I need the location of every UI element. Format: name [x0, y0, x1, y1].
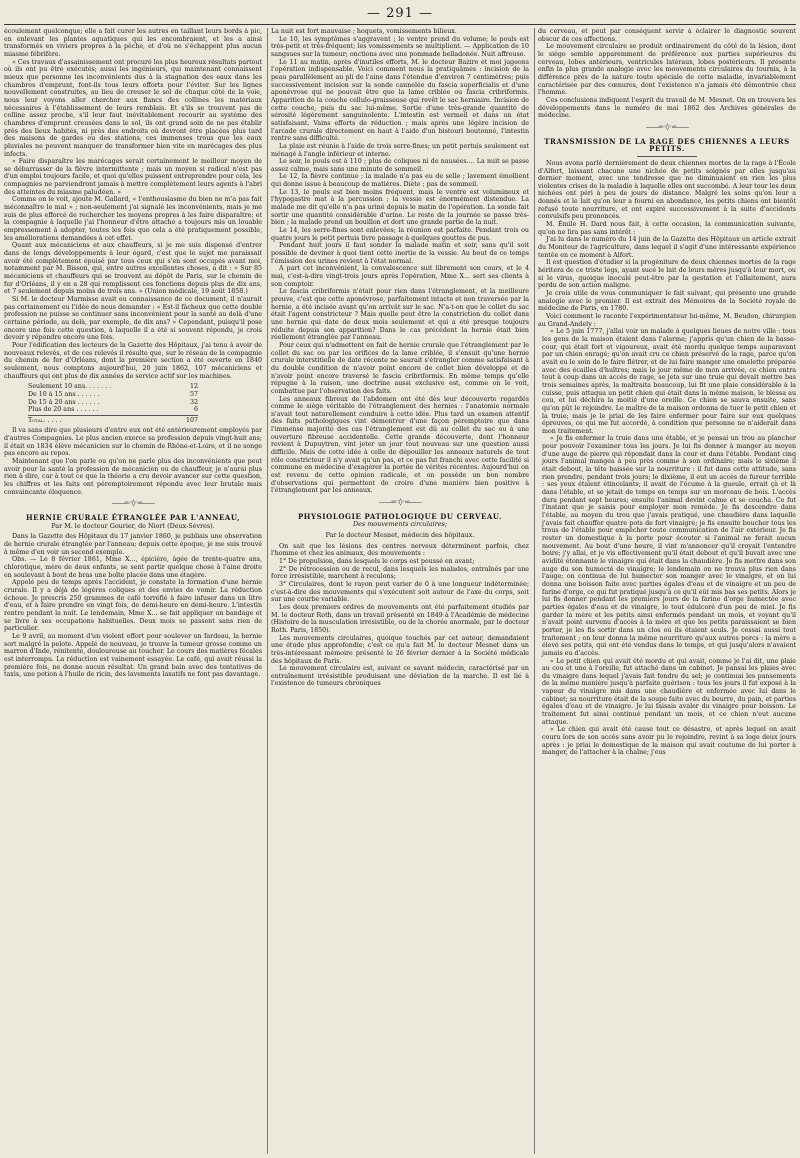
table-row: [28, 406, 198, 414]
paragraph: Pour ceux qui n'admettent en fait de hernie crurale que l'étranglement par le collet du sac ou par les orifices de la lame criblée, il s'ensuit qu'une hernie crurale interstitielle de date récente ne saurait s'étrangler comme satisfaisant à du double condition de n'avoir point encore de collet bien développé et de n'avoir point encore traversé le fascia cribriformis. En même temps qu'elle répugne à la raison, une doctrine aussi exclusive est, comme on le voit, combattue par l'observation des faits.: [271, 341, 529, 395]
quoted-paragraph: « Le petit chien qui avait été mordu et qui avait, comme je l'ai dit, une plaie au cou et une à l'oreille, fut attaché dans un cabinet. Je pansai les plaies avec du vinaigre dans lequel j'avais fait fondre du sel; je continuai les pansements de la même manière jusqu'à parfaite guérison : tous les jours il fut exposé à la vapeur du vinaigre mis dans une chaudière et enfermée avec lui dans le cabinet; sa nourriture était de la soupe faite avec du beurre, du pain, et parties égales d'eau et de vinaigre. Je lui faisais avaler du vinaigre pour boisson. Le traitement fut ainsi continué pendant un mois, et ce chien n'eut aucune attaque.: [542, 657, 796, 726]
paragraph: Le 12, la fièvre continue ; la malade n'a pas eu de selle ; lavement émollient qui donne issue à beaucoup de matières. Diète ; pas de sommeil.: [271, 173, 529, 189]
paragraph: Nous avons parlé dernièrement de deux chiennes mortes de la rage à l'École d'Alfort, laissant chacune une nichée de petits soignés par elles jusqu'au dernier moment, avec une tendresse que ne diminuaient en rien les plus violentes crises de la maladie à laquelle elles ont succombé. A leur tour les deux nichées ont péri à peu de jours de distance. Malgré les soins qu'on leur a donnés et le lait qu'on leur a fourni en abondance, les petits chiens ont bientôt refusé toute nourriture, et ont expiré successivement à la suite d'accidents convulsifs peu prononcés.: [538, 159, 796, 221]
quoted-paragraph: « Le 5 juin 1777, j'allai voir un malade à quelques lieues de notre ville : tous les gens de la maison étaient dans l'alarme; j'appris qu'un chien de la basse-cour, qui était fort et vigoureux, avait été mordu quelque temps auparavant par un chien enragé; qu'on avait cru ce chien préservé de la rage, parce qu'on avait eu le soin de le faire flétrer, et de lui faire manger une omelette préparée avec des écailles d'huîtres; mais le jour même de mon arrivée, ce chien entra tout à coup dans un accès de rage, se jeta sur une truie qui devait mettre bas trois semaines après, la maltraita beaucoup, lui fit une plaie considérable à la cuisse, puis attaqua un petit chien qui était dans la même maison, le blessa au cou, et lui déchira la moitié d'une oreille. Ce chien se sauva ensuite, sans qu'on pût le rejoindre. Le maître de la maison ordonna de tuer le petit chien et la truie; mais je le priai de les faire enfermer pour faire sur eux quelques épreuves, ce qui me fut accordé, à condition que personne ne n'aiderait dans mon traitement.: [542, 328, 796, 435]
paragraph: 3° Circulaires, dont le rayon peut varier de 0 à une longueur indéterminée; c'est-à-dire des mouvements qui s'exécutent soit autour de l'axe du corps, soit sur une courbe variable.: [271, 580, 529, 604]
row-value: 6: [193, 406, 198, 414]
paragraph: Voici comment le raconte l'expérimentateur lui-même, M. Beudon, chirurgien au Grand-Andely :: [538, 312, 796, 328]
paragraph: M. Émile H. Dard nous fait, à cette occasion, la communication suivante, qu'on ne lira pas sans intérêt :: [538, 221, 796, 236]
paragraph: « Faire disparaître les marécages serait certainement le meilleur moyen de se débarrasser de la fièvre intermittente ; mais un moyen si radical n'est pas d'un emploi toujours facile, et quoi qu'elles puissent entreprendre pour cela, les compagnies ne parviendront jamais à mettre complètement leurs agents à l'abri des atteintes du miasme paludéen. »: [4, 158, 262, 196]
paragraph: Pour l'édification des lecteurs de la Gazette des Hôpitaux, j'ai tenu à avoir de nouveaux relevés, et de ces relevés il résulte que, sur le réseau de la compagnie du chemin de fer d'Orléans, dont la première section a été ouverte en 1840 seulement, nous comptons aujourd'hui, 20 juin 1862, 107 mécaniciens et chauffeurs qui ont plus de dix années de service actif sur les machines.: [4, 341, 262, 380]
paragraph: J'ai lu dans le numéro du 14 juin de la Gazette des Hôpitaux un article extrait du Moniteur de l'agriculture, dans lequel il s'agit d'une intéressante expérience tentée en ce moment à Alfort.: [538, 236, 796, 259]
top-rule: [4, 24, 796, 25]
paragraph: La nuit est fort mauvaise ; hoquets, vomissements bilieux.: [271, 28, 457, 35]
row-label: De 15 à 20 ans . . . . . .: [28, 398, 100, 406]
table-row: [28, 383, 198, 391]
column-2: [271, 28, 529, 1154]
paragraph: Appelé peu de temps après l'accident, je constate la formation d'une hernie crurale. Il y a déjà de légères coliques et des envies de vomir. La réduction échoue. Je prescris 250 grammes de café torréfié à faire infuser dans un litre d'eau, et à faire prendre en vingt fois, de demi-heure en demi-heure. L'intestin rentre pendant la nuit. Le lendemain, Mme X... se fait appliquer un bandage et se livre à ses occupations habituelles. Deux mois se passent sans rien de particulier.: [4, 579, 262, 633]
paragraph: 1° De propulsion, dans lesquels le corps est poussé en avant;: [279, 557, 475, 565]
paragraph: Il est question d'étudier si la progéniture de deux chiennes mortes de la rage héritera de ce triste legs, ayant sucé le lait de leurs mères jusqu'à leur mort, ou si le virus, quoique inoculé peut-être par la gestation et l'allaitement, aura perdu de son action maligne.: [538, 259, 796, 290]
row-label: De 10 à 15 ans . . . . . .: [28, 390, 100, 398]
paragraph: écoulement quelconque; elle a fait curer les autres en taillant leurs bords à pic, en enlevant les plantes aquatiques qui les encombraient, et les a ainsi transformés en viviers propres à la pêche, et d'où ne s'échappent plus aucun miasme fébrifère.: [4, 28, 262, 58]
table-row: [28, 399, 198, 407]
article-heading: PHYSIOLOGIE PATHOLOGIQUE DU CERVEAU.: [297, 511, 503, 521]
paragraph: Le 9 avril, au moment d'un violent effort pour soulever un fardeau, la hernie sort malgré la pelote. Appelé de nouveau, je trouve la tumeur grosse comme un marron d'Inde, rénitente, douloureuse au toucher. Le cours des matières fécales est interrompu. La réduction est vainement essayée. Le café, qui avait réussi la première fois, ne donne aucun résultat. Un grand bain avec des tentatives de taxis, une potion à l'huile de ricin, des lavements laxatifs ne font pas davantage.: [4, 632, 262, 679]
paragraph: Quant aux mécaniciens et aux chauffeurs, si je me suis dispensé d'entrer dans de longs développements à leur égard, c'est que le sujet me paraissait avoir été complètement épuisé par tous ceux qui s'en sont occupés avant moi, notamment par M. Bisson, qui, entre autres excellentes choses, a dit : « Sur 85 mécaniciens et chauffeurs qui se trouvent au dépôt de Paris, sur le chemin de fer d'Orléans, il y en a 28 qui remplissent ces fonctions depuis plus de dix ans, et 7 seulement depuis moins de trois ans. » (Union médicale, 19 août 1858.): [4, 242, 262, 296]
row-value: 32: [189, 398, 198, 406]
section-ornament: ——∞◦◊◦∞——: [111, 499, 155, 508]
paragraph: Je crois utile de vous communiquer le fait suivant, qui présente une grande analogie avec le premier. Il est extrait des Mémoires de la Société royale de médecine de Paris, en 1780.: [538, 290, 796, 313]
paragraph: Maintenant que l'on parle ou qu'on ne parle plus des inconvénients que peut avoir pour la santé la profession de mécanicien ou de chauffeur, je n'aurai plus rien à dire, car à tout ce que la théorie a cru devoir avancer sur cette question, les chiffres et les faits ont péremptoirement répondu avec leur brutale mais convaincante éloquence.: [4, 458, 262, 496]
paragraph: Il va sans dire que plusieurs d'entre eux ont été antérieurement employés par d'autres Compagnies. Le plus ancien exerce sa profession depuis vingt-huit ans; il était en 1834 élève mécanicien sur le chemin de Rhône-et-Loire, et il ne songe pas encore au repos.: [4, 427, 262, 458]
row-value: 12: [189, 383, 198, 391]
row-value: 57: [189, 390, 198, 398]
paragraph: « Ces travaux d'assainissement ont procuré les plus heureux résultats partout où ils ont pu être exécutés; aussi les ingénieurs, qui maintenant connaissent mieux que personne les inconvénients dus à la stagnation des eaux dans les chambres d'emprunt, font-ils tous leurs efforts pour l'éviter. Sur les lignes nouvellement construites, au lieu de creuser le sol de chaque côté de la voie, nous leur voyons aller chercher aux flancs des collines les matériaux nécessaires à l'établissement de leurs remblais. Et s'ils se trouvent pas de colline assez proche, s'il leur faut inévitablement recourir au système des chambres d'emprunt creusées dans le sol, ils ont grand soin de ne pas établir près des lieux habités, ni près des endroits où devront être placées plus tard des maisons de gardes ou des stations, ces immenses trous que les eaux pluviales ne peuvent manquer de transformer bien vite en marécages des plus infects.: [4, 58, 262, 158]
section-ornament: ——∞◦◊◦∞——: [645, 122, 689, 131]
page-number: — 291 —: [366, 6, 434, 21]
paragraph: du cerveau, et peut par conséquent servir à éclairer le diagnostic souvent obscur de ces affections.: [538, 28, 796, 43]
paragraph: Obs. — Le 8 février 1861, Mme X..., épicière, âgée de trente-quatre ans, chlorotique, mère de deux enfants, se sent partir quelque chose à l'aine droite en soulevant à bout de bras une boîte placée dans une étagère.: [4, 556, 262, 579]
table-total-row: [28, 415, 198, 425]
paragraph: Le mouvement circulaire se produit ordinairement du côté de la lésion, dont le siége semble apparemment de préférence aux parties supérieures du cerveau, lobes antérieurs, ventricules latéraux, lobes postérieurs. Il présente enfin la plus grande analogie avec les mouvements circulaires du tournis, à la différence près de la nature toute spéciale de cette maladie, invariablement caractérisée par des cœnures, dont l'existence n'a jamais été démontrée chez l'homme.: [538, 43, 796, 97]
quoted-paragraph: « Le chien qui avait été cause tout ce désastre, et après lequel on avait couru lors de son accès sans avoir pu le rejoindre, revint à sa loge deux jours après : je priai le domestique de la maison qui avait coutume de lui porter à manger, de l'attacher à la chaîne; j'eus: [542, 726, 796, 757]
paragraph: Le 10, les symptômes s'aggravent ; le ventre prend du volume; le pouls est très-petit et très-fréquent; les vomissements se multiplient. — Application de 10 sangsues sur la tumeur; onctions avec une pommade belladonée. Nuit affreuse.: [271, 35, 529, 58]
column-divider: [267, 28, 268, 1154]
total-value: 107: [185, 416, 198, 424]
paragraph: Ces conclusions indiquent l'esprit du travail de M. Mesnet. On en trouvera les développements dans le numéro de mai 1862 des Archives générales de médecine.: [538, 96, 796, 120]
paragraph: La plaie est réunie à l'aide de trois serre-fines; un petit pertuis seulement est ménagé à l'angle inférieur et interne.: [271, 142, 529, 158]
paragraph: Comme on le voit, ajoute M. Gallard, « l'enthousiasme du bien ne m'a pas fait méconnaître le mal » ; non-seulement j'ai signalé les inconvénients, mais je me suis de plus efforcé de rechercher les moyens propres à les faire disparaître; et la compagnie à laquelle j'ai l'honneur d'être attaché a toujours mis un louable empressement à adopter, toutes les fois que cela a été pratiquement possible, les améliorations demandées à cet effet.: [4, 196, 262, 242]
paragraph: Les deux premiers ordres de mouvements ont été parfaitement étudiés par M. le docteur Roth, dans un travail présenté en 1849 à l'Académie de médecine (Histoire de la musculation irrésistible, ou de la chorée anormale, par le docteur Roth. Paris, 1850).: [271, 603, 529, 634]
article-byline: Par M. le docteur Gourier, de Niort (Deux-Sèvres).: [51, 521, 215, 530]
column-divider: [534, 28, 535, 1154]
paragraph: On sait que les lésions des centres nerveux déterminent parfois, chez l'homme et chez les animaux, des mouvements :: [271, 542, 529, 558]
seniority-table: [28, 383, 198, 424]
paragraph: Le 13, le pouls est bien moins fréquent, mais le ventre est volumineux et l'hypogastre mat à la percussion ; la vessie est énormément distendue. La malade me dit qu'elle n'a pas uriné depuis le matin de l'opération. La sonde fait sortir une quantité considérable d'urine. Le reste de la journée se passe très-bien ; la malade prend un bouillon et dort une grande partie de la nuit.: [271, 188, 529, 227]
paragraph: Le 14, les serre-fines sont enlevées; la réunion est parfaite. Pendant trois ou quatre jours le petit pertuis livre passage à quelques gouttes de pus.: [271, 227, 529, 242]
paragraph: Le fascia cribriformis n'était pour rien dans l'étranglement, et la meilleure preuve, c'est que cette aponévrose, parfaitement intacte et non traversée par la hernie, a été incisée avant qu'on arrivât sur le sac. N'a-t-on que le collet du sac était l'agent constricteur ? Mais quelle peut être la constriction du collet dans une hernie qui date de deux mois seulement et qui a été presque toujours réduite depuis son apparition? Dans le cas précédent la hernie était bien réellement étranglée par l'anneau.: [271, 288, 529, 342]
article-byline: Par le docteur Mesnet, médecin des hôpitaux.: [325, 531, 475, 539]
paragraph: A part cet inconvénient, la convalescence suit librement son cours, et le 4 mai, c'est-à-dire vingt-trois jours après l'opération, Mme X... sert ses clients à son comptoir.: [271, 265, 529, 288]
paragraph: Le 11 au matin, après d'inutiles efforts, M. le docteur Bazire et moi jugeons l'opération indispensable. Voici comment nous la pratiquâmes : incision de la peau parallèlement au pli de l'aine dans l'étendue d'environ 7 centimètres; puis successivement incision sur la sonde cannelée du fascia superficialis et d'une aponévrose qui ne pouvait être que la lame criblée ou fascia cribriformis. Apparition de la couche cellulo-graisseuse qui revêt le sac herniaire. Incision de cette couche, puis du sac lui-même. Sortie d'une très-grande quantité de sérosité légèrement sanguinolente. L'intestin est vermeil et dans un état satisfaisant. Vains efforts de réduction ; mais après une légère incision de l'arcade crurale directement en haut à l'aide d'un bistouri boutonné, l'intestin rentre sans difficulté.: [271, 58, 529, 143]
article-heading: HERNIE CRURALE ÉTRANGLÉE PAR L'ANNEAU,: [25, 513, 241, 523]
table-row: [28, 391, 198, 399]
paragraph: Pendant huit jours il faut sonder la malade matin et soir, sans qu'il soit possible de deviner à quoi tient cette inertie de la vessie. Au bout de ce temps l'émission des urines revient à l'état normal.: [271, 242, 529, 265]
paragraph: Le soir, le pouls est à 110 ; plus de coliques ni de nausées.... La nuit se passe assez calme, mais sans une minute de sommeil.: [271, 158, 529, 173]
row-label: Seulement 10 ans. . . . . . .: [28, 383, 112, 391]
section-ornament: ——∞◦◊◦∞——: [378, 498, 422, 507]
paragraph: Le mouvement circulaire est, suivant ce savant médecin, caractérisé par un entraînement irrésistible produisant une déviation de la marche. Il est lié à l'existence de tumeurs chroniques: [271, 665, 529, 688]
row-label: Plus de 20 ans . . . . . .: [28, 406, 99, 414]
heading-rule: [637, 156, 697, 157]
article-heading: TRANSMISSION DE LA RAGE DES CHIENNES A LEURS PETITS.: [544, 136, 790, 154]
column-3: [538, 28, 796, 1154]
column-1: [4, 28, 262, 1154]
quoted-paragraph: « Je fis enfermer la truie dans une étable, et je pensai un trou au plancher pour pouvoir l'examiner tous les jours. Je lui fis donner à manger au moyen d'une auge de pierre qui répondait dans la cour et dans l'étable. Pendant cinq jours l'animal mangea à peu près comme à son ordinaire; mais le sixième il était debout, la tête baissée sur la nourriture : il fut dans cette attitude, sans rien prendre, pendant trois jours; le dixième, il eut un accès de fureur terrible : ses yeux étaient étincelants; il avait de l'écume à la gueule, errait çà et là dans l'étable, et se jetait de temps en temps sur un morceau de bois. L'accès dura pendant sept heures; ensuite l'animal devint calme et se coucha. Ce fut l'instant que je saisis pour employer mon remède. Je fis descendre dans l'étable, au moyen du trou que j'avais pratiqué, une chaudière dans laquelle j'avais fait chauffer quatre pots de fort vinaigre; je fis ensuite boucher tous les trous de l'étable pour empêcher toute communication de l'air extérieur. Je fis rester un domestique à la porte pour écouter si l'animal ne ferait aucun mouvement. Au bout d'une heure, il vint m'annoncer qu'il croyait l'entendre boire; j'y allai, et je vis effectivement qu'il était debout et qu'il buvait avec une avidité étonnante le vinaigre qui était dans la chaudière. Je fis mettre dans son auge du son humecté de vinaigre; le lendemain on ne trouva plus rien dans l'auge; on continua de lui humecter son manger avec le vinaigre, et on lui donna une boisson faite avec parties égales d'eau et de vinaigre et un peu de farine d'orge, ce qui fut pratiqué jusqu'à ce qu'il eût mis bas ses petits. Alors je lui fis donner pendant les premiers jours de la farine d'orge humectée avec parties égales d'eau et de vinaigre, le tout édulcoré d'un peu de miel. Je fis garder la mère et les petits ainsi enfermés pendant un mois, et voyant qu'il n'avait point survenu d'accès à la mère et que les petits paraissaient se bien porter, je les fis sortir dans un clos où ils étaient seuls. Je cessai aussi tout traitement ; on leur donna la même nourriture qu'aux autres porcs : la mère a élevé ses petits, qui ont été vendus dans le temps, et qui jusqu'alors n'avaient jamais eu d'accès.: [542, 435, 796, 657]
paragraph: 2° De rétrocession ou de recul, dans lesquels les malades, entraînés par une force irrésistible, marchent à reculons;: [271, 565, 529, 581]
total-label: Total. . . . .: [28, 416, 62, 424]
paragraph: Dans la Gazette des Hôpitaux du 17 janvier 1860, je publiais une observation de hernie crurale étranglée par l'anneau; depuis cette époque, je me suis trouvé à même d'en voir un second exemple.: [4, 533, 262, 556]
paragraph: Si M. le docteur Marmisse avait eu connaissance de ce document, il n'aurait pas certainement eu l'idée de nous demander : « Est-il fâcheux que cette double profession ne puisse se continuer sans inconvénient pour la santé au delà d'une certaine période, au delà, par exemple, de dix ans? » Cependant, puisqu'il pose encore une fois cette question, à laquelle il a été si souvent répondu, je crois devoir y répondre encore une fois.: [4, 295, 262, 342]
article-subheading: Des mouvements circulaires;: [352, 520, 447, 529]
paragraph: Les mouvements circulaires, quoique touchés par cet auteur, demandaient une étude plus approfondie; c'est ce qu'a fait M. le docteur Mesnet dans un très-intéressant mémoire présenté le 26 février dernier à la Société médicale des hôpitaux de Paris.: [271, 634, 529, 665]
paragraph: Les anneaux fibreux de l'abdomen ont été dès leur découverte regardés comme le siège véritable de l'étranglement des hernies : l'anatomie normale n'avait tout naturellement conduire à cette idée. Plus tard un examen attentif des faits pathologiques vint démontrer d'une façon péremptoire que dans l'immense majorité des cas l'étranglement est dû au collet du sac ou à une ouverture fibreuse accidentelle. Cette grande découverte, dont l'honneur revient à Dupuytren, vint jeter un jour tout nouveau sur une question aussi difficile. Mais de cette idée à celle de dépouiller les anneaux naturels de tout rôle constricteur il n'y avait qu'un pas, et ce pas fut franchi avec cette facilité si commune en médecine d'exagérer la portée de vérités récentes. Aujourd'hui on est revenu de cette opinion radicale, et on possède un bon nombre d'observations qui permettent de croire d'une manière bien positive à l'étranglement par les anneaux.: [271, 395, 529, 495]
